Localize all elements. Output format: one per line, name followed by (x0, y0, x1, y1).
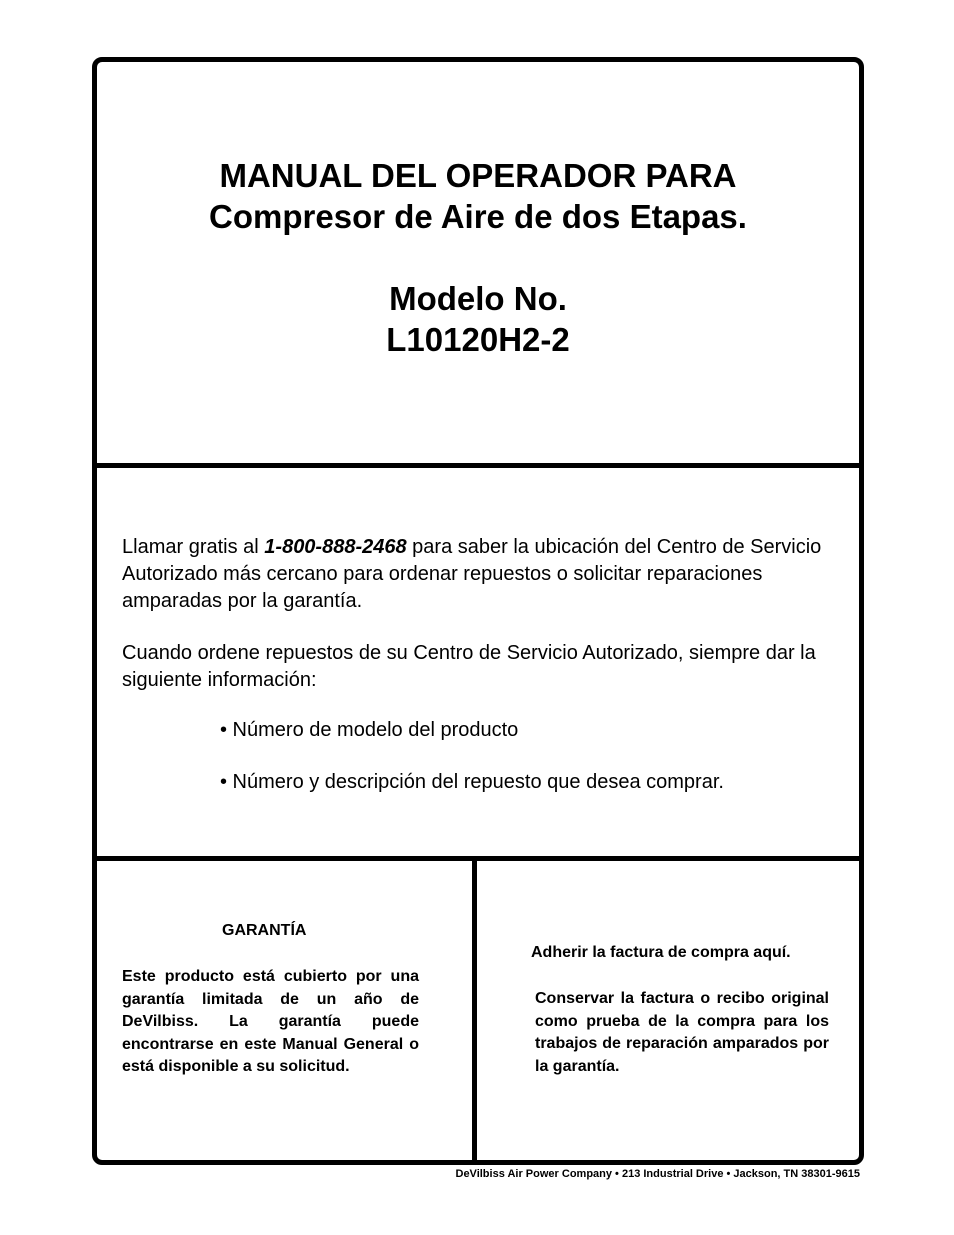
divider-top (94, 463, 862, 468)
bullet-model-number: • Número de modelo del producto (220, 719, 519, 741)
call-prefix: Llamar gratis al (122, 536, 265, 558)
divider-bottom (94, 856, 862, 861)
call-paragraph (122, 534, 837, 615)
bullet-part-description: • Número y descripción del repuesto que desea comprar. (220, 771, 724, 793)
warranty-title: GARANTÍA (222, 922, 307, 939)
manual-title: MANUAL DEL OPERADOR PARA (219, 157, 737, 194)
manual-subtitle: Compresor de Aire de dos Etapas. (209, 198, 747, 235)
phone-number: 1-800-888-2468 (264, 536, 407, 558)
warranty-text: Este producto está cubierto por una garantía limitada de un año de DeVilbiss. La garantía puede encontrarse en este Manual General o está disponible a su solicitud. (122, 968, 419, 1076)
divider-vertical (472, 859, 477, 1162)
order-paragraph: Cuando ordene repuestos de su Centro de Servicio Autorizado, siempre dar la siguiente información: (122, 642, 816, 691)
model-number: L10120H2-2 (386, 321, 570, 358)
title-block (96, 155, 860, 360)
receipt-title: Adherir la factura de compra aquí. (531, 944, 791, 961)
receipt-text: Conservar la factura o recibo original como prueba de la compra para los trabajos de reparación amparados por la garantía. (535, 990, 829, 1075)
call-suffix: para saber la ubicación del Centro de Servicio Autorizado más cercano para ordenar repuestos o solicitar reparaciones amparadas por la garantía. (122, 536, 822, 612)
model-label: Modelo No. (389, 280, 567, 317)
service-info (122, 534, 837, 694)
company-address-footer: DeVilbiss Air Power Company • 213 Industrial Drive • Jackson, TN 38301-9615 (455, 1168, 860, 1180)
